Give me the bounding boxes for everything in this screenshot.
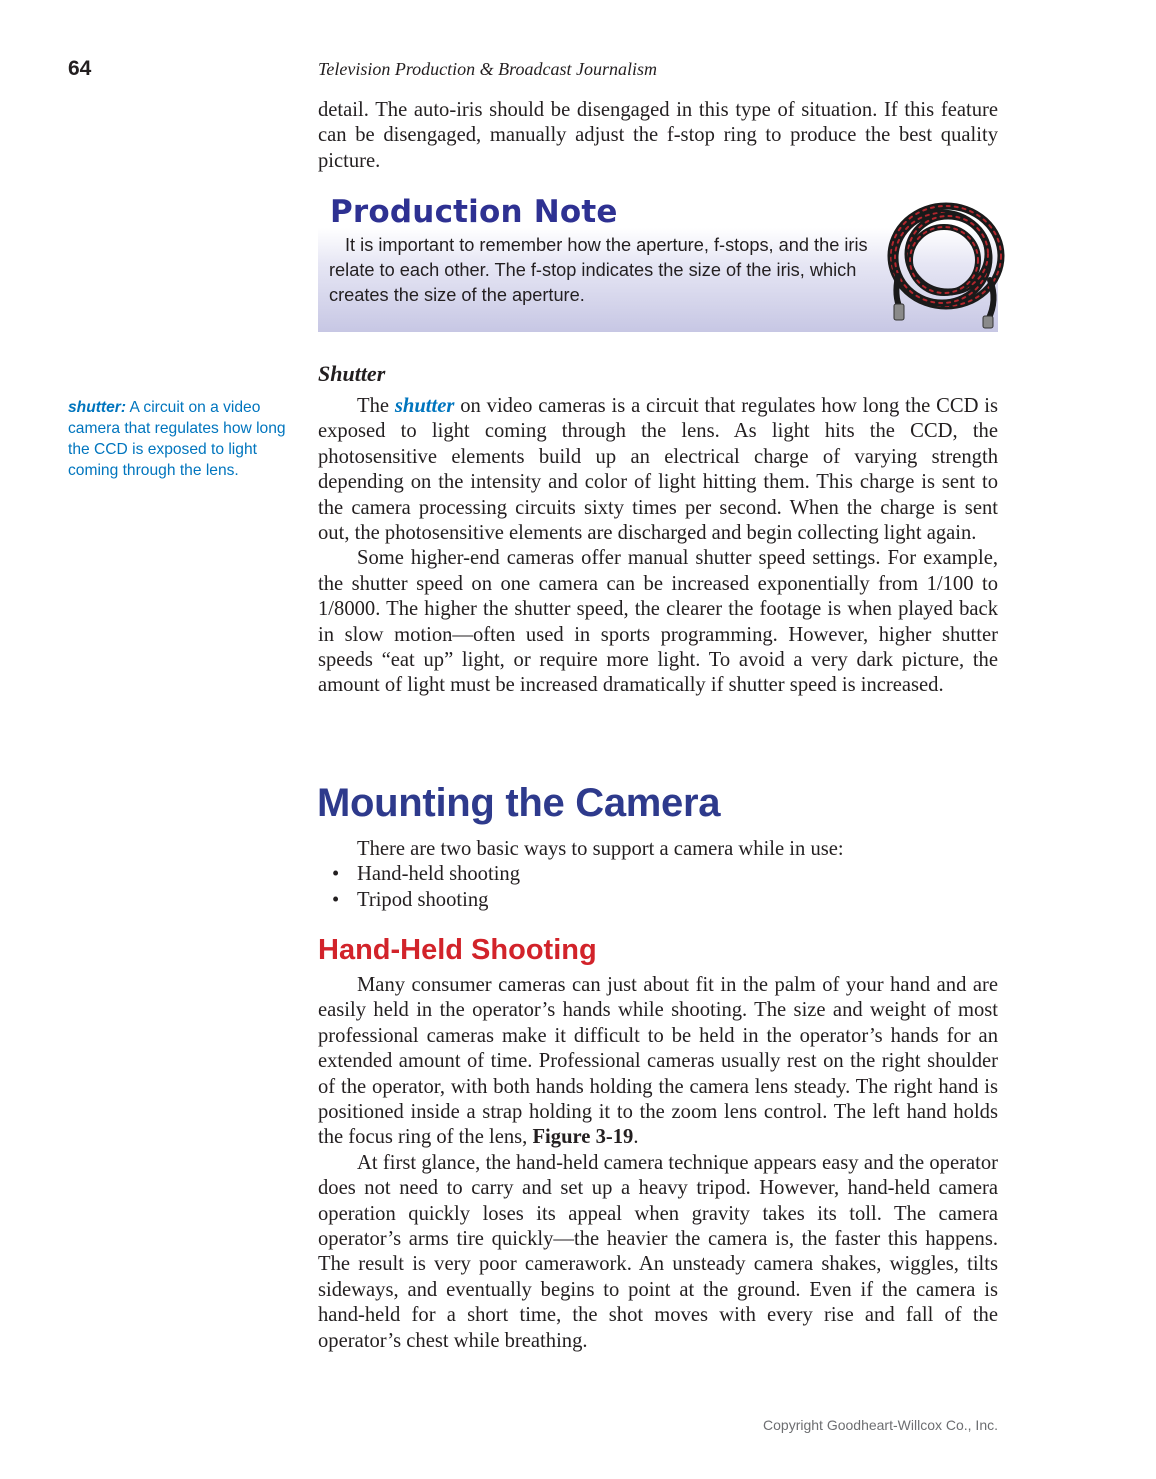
list-item: • Tripod shooting <box>318 888 998 913</box>
coiled-cable-icon <box>880 196 1012 330</box>
handheld-paragraph-1 <box>318 973 998 1151</box>
shutter-p1-rest: on video cameras is a circuit that regulates how long the CCD is exposed to light coming through the lens. As light hits the CCD, the photosensitive elements build up an electrical charge of varying strength depending on the intensity and color of light hitting them. This charge is sent to the camera processing circuits sixty times per second. When the charge is sent out, the photosensitive elements are discharged and begin collecting light again. <box>318 395 999 545</box>
production-note-body <box>329 233 879 308</box>
handheld-p1-text: Many consumer cameras can just about fit in the palm of your hand and are easily held in the operator’s hands while shooting. The size and weight of most professional cameras make it difficult to be held in the operator’s hands for an extended amount of time. Professional cameras usually rest on the right shoulder of the operator, with both hands holding the camera lens steady. The right hand is positioned inside a strap holding it to the zoom lens control. The left hand holds the focus ring of the lens, <box>318 974 998 1149</box>
handheld-paragraph-2: At first glance, the hand-held camera technique appears easy and the operator does not need to carry and set up a heavy tripod. However, hand-held camera operation quickly loses its appeal when gravity takes its toll. The camera operator’s arms tire quickly—the heavier the camera is, the faster this happens. The result is very poor camerawork. An unsteady camera shakes, wiggles, tilts sideways, and eventually begins to point at the ground. Even if the camera is hand-held for a short time, the shot moves with every rise and fall of the operator’s chest while breathing. <box>318 1151 998 1352</box>
running-head: Television Production & Broadcast Journalism <box>318 59 657 79</box>
shutter-heading: Shutter <box>318 361 386 386</box>
intro-paragraph: detail. The auto-iris should be disengaged in this type of situation. If this feature can be disengaged, manually adjust the f-stop ring to produce the best quality picture. <box>318 99 998 172</box>
figure-reference: Figure 3-19 <box>532 1126 634 1149</box>
mounting-intro: There are two basic ways to support a camera while in use: <box>357 838 844 860</box>
glossary-definition: A circuit on a video camera that regulates how long the CCD is exposed to light coming through the lens. <box>68 399 286 479</box>
support-methods-list <box>318 862 998 913</box>
production-note-text: It is important to remember how the aperture, f-stops, and the iris relate to each other. The f-stop indicates the size of the iris, which creates the size of the aperture. <box>329 235 868 305</box>
mounting-heading: Mounting the Camera <box>317 781 721 825</box>
copyright-footer: Copyright Goodheart-Willcox Co., Inc. <box>763 1417 998 1433</box>
shutter-paragraph-1 <box>318 394 998 546</box>
shutter-p1-lead: The <box>357 395 395 417</box>
handheld-heading: Hand-Held Shooting <box>318 934 597 966</box>
shutter-body <box>318 394 998 699</box>
shutter-paragraph-2: Some higher-end cameras offer manual shutter speed settings. For example, the shutter speed on one camera can be increased exponentially from 1/100 to 1/8000. The higher the shutter speed, the clearer the footage is when played back in slow motion—often used in sports programming. However, higher shutter speeds “eat up” light, or require more light. To avoid a very dark picture, the amount of light must be increased dramatically if shutter speed is increased. <box>318 547 998 697</box>
glossary-term-label: shutter: <box>68 399 127 416</box>
list-item: • Hand-held shooting <box>318 862 998 887</box>
handheld-p1-end: . <box>633 1126 639 1149</box>
page-number: 64 <box>68 57 92 80</box>
shutter-term-link[interactable]: shutter <box>394 395 455 417</box>
intro-paragraph-block <box>318 98 998 174</box>
production-note-title: Production Note <box>330 194 618 230</box>
handheld-body <box>318 973 998 1354</box>
margin-glossary-note <box>68 397 294 481</box>
mounting-body <box>318 837 998 913</box>
